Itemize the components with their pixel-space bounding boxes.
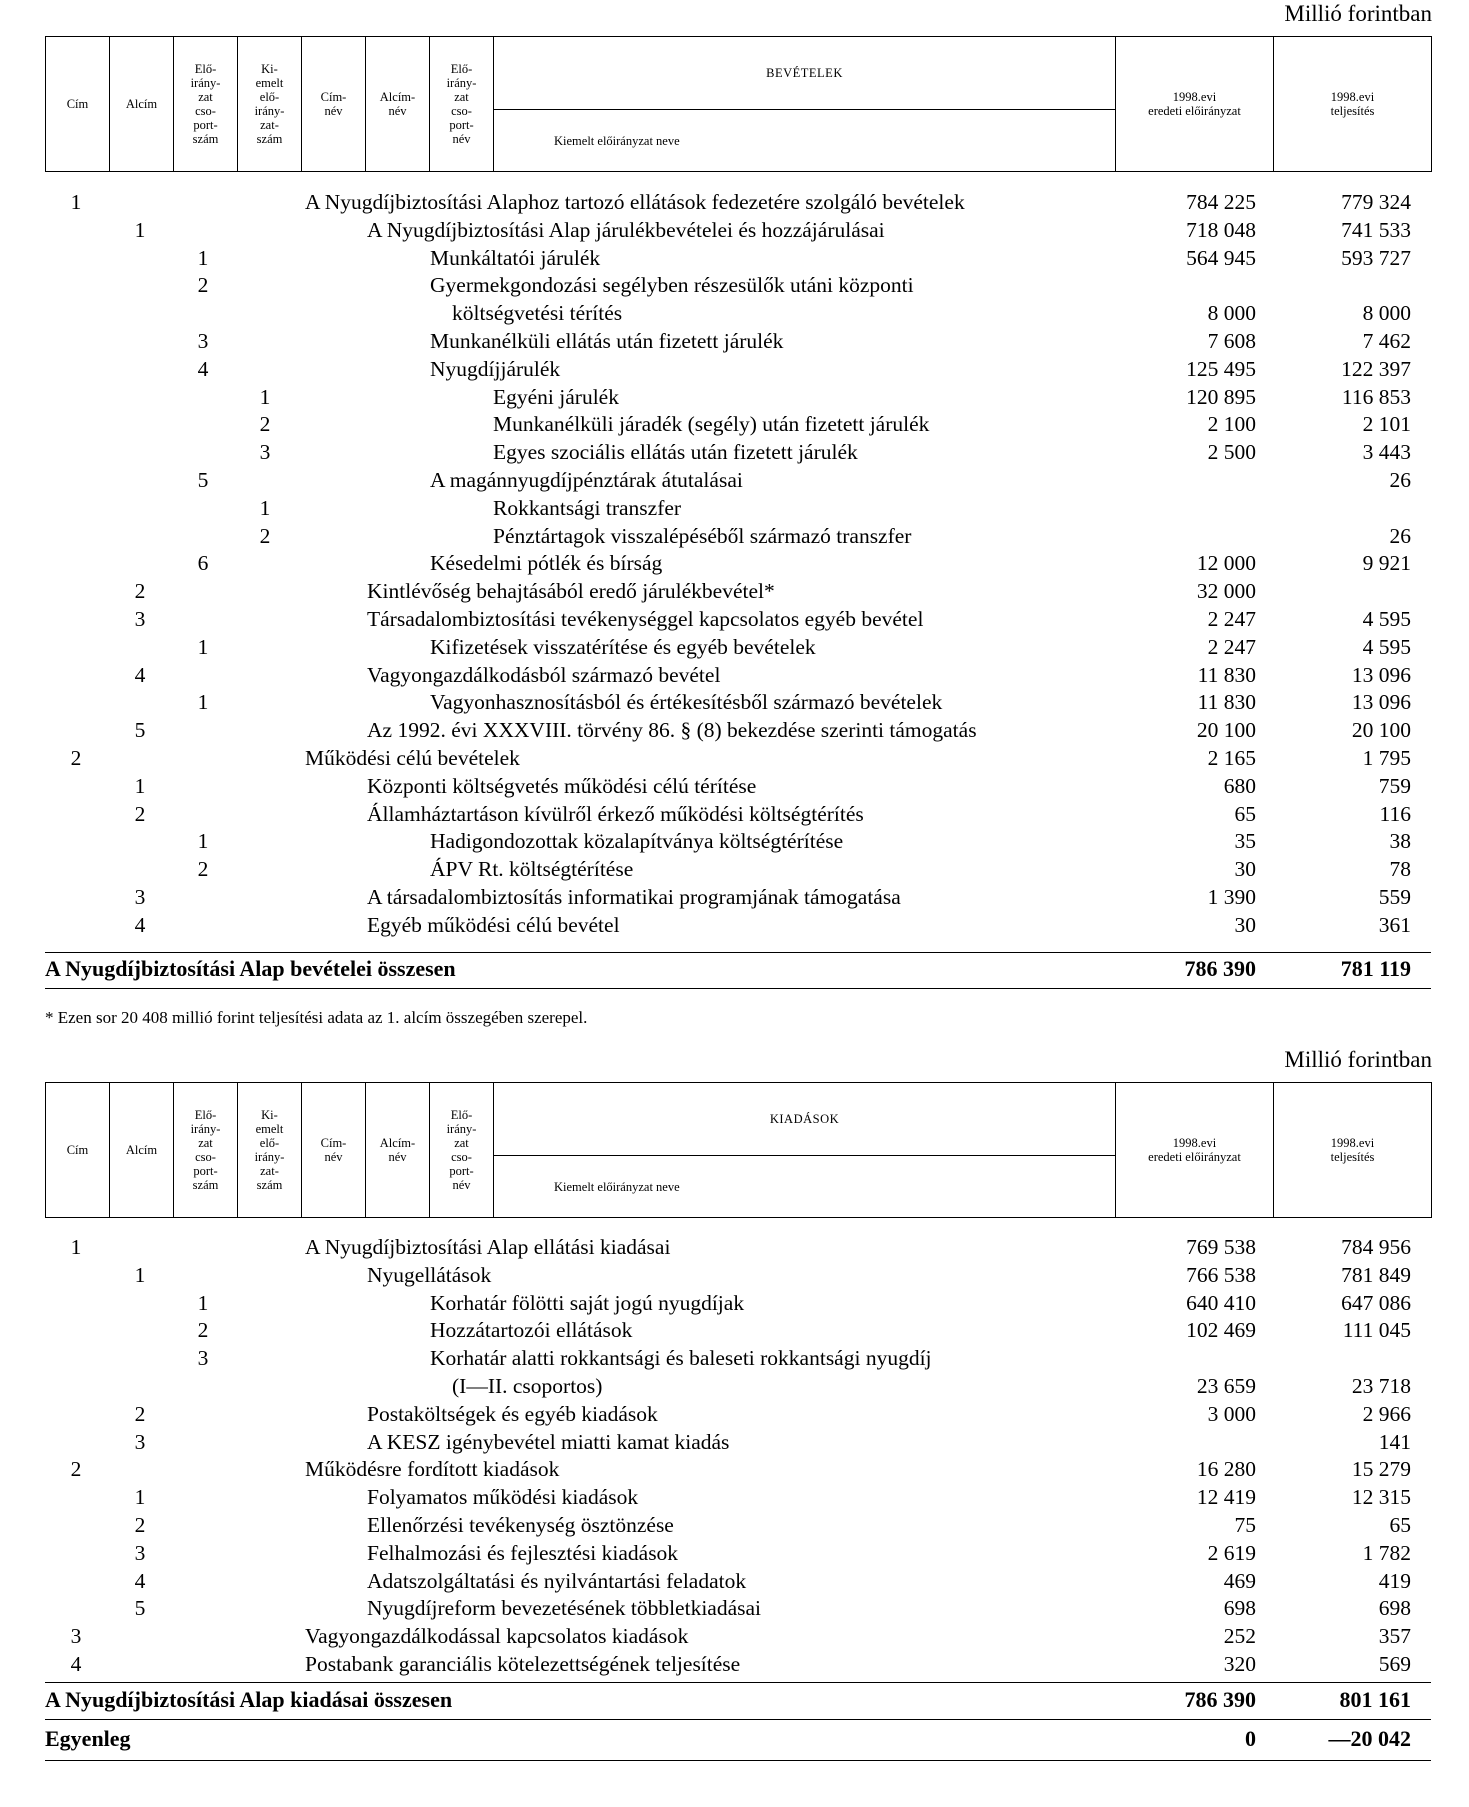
cell-original: 1 390 [1207, 884, 1256, 909]
cell-name: A társadalombiztosítás informatikai programjának támogatása [367, 884, 901, 909]
cell-alcim: 1 [134, 1485, 146, 1510]
cell-eloiranyzat-csoport: 1 [197, 245, 209, 270]
cell-name: Postaköltségek és egyéb kiadások [367, 1401, 658, 1426]
cell-name: Kintlévőség behajtásából eredő járulékbevétel* [367, 579, 775, 604]
cell-eloiranyzat-csoport: 3 [197, 1346, 209, 1371]
cell-name: Postabank garanciális kötelezettségének teljesítése [305, 1651, 741, 1676]
cell-name: Korhatár fölötti saját jogú nyugdíjak [430, 1290, 745, 1315]
cell-actual: 65 [1389, 1512, 1411, 1537]
cell-name: Egyes szociális ellátás után fizetett járulék [493, 440, 858, 465]
table-row [45, 439, 1431, 467]
cell-original: 65 [1234, 801, 1256, 826]
cell-kiemelt-eloiranyzat: 1 [259, 384, 271, 409]
cell-actual: 141 [1378, 1429, 1411, 1454]
cell-original: 12 419 [1196, 1485, 1256, 1510]
table-row [45, 1595, 1431, 1623]
balance-bottom-rule [45, 1760, 1431, 1761]
cell-cim: 4 [70, 1651, 82, 1676]
revenue-section-title: BEVÉTELEK [494, 37, 1116, 110]
cell-alcim: 5 [134, 718, 146, 743]
header-cim-nev: Cím- név [302, 37, 366, 172]
table-row [45, 1401, 1431, 1429]
cell-eloiranyzat-csoport: 1 [197, 634, 209, 659]
header-cim-nev: Cím- név [302, 1083, 366, 1218]
table-row [45, 495, 1431, 523]
table-row [45, 745, 1431, 773]
header-kiemelt-eloiranyzat-neve: Kiemelt előirányzat neve [494, 1156, 1116, 1218]
cell-actual: 559 [1378, 884, 1411, 909]
cell-original: 120 895 [1186, 384, 1256, 409]
cell-original: 11 830 [1197, 662, 1256, 687]
cell-original: 718 048 [1186, 217, 1256, 242]
balance-row [45, 1725, 1431, 1753]
cell-alcim: 2 [134, 579, 146, 604]
cell-eloiranyzat-csoport: 1 [197, 829, 209, 854]
revenue-rows [45, 189, 1431, 940]
table-row [45, 356, 1431, 384]
cell-original: 469 [1223, 1568, 1256, 1593]
cell-actual: 20 100 [1351, 718, 1411, 743]
cell-actual: 4 595 [1362, 634, 1411, 659]
table-row [45, 773, 1431, 801]
cell-eloiranyzat-csoport: 1 [197, 1290, 209, 1315]
revenue-footnote: * Ezen sor 20 408 millió forint teljesítési adata az 1. alcím összegében szerepel. [45, 1008, 588, 1027]
cell-original: 2 247 [1207, 606, 1256, 631]
cell-eloiranyzat-csoport: 2 [197, 1318, 209, 1343]
cell-name: Gyermekgondozási segélyben részesülők utáni központi [430, 273, 914, 298]
header-alcim: Alcím [110, 37, 174, 172]
cell-original: 11 830 [1197, 690, 1256, 715]
cell-name: A Nyugdíjbiztosítási Alap ellátási kiadásai [305, 1235, 671, 1259]
unit-label: Millió forintban [1284, 1, 1432, 26]
cell-name: A Nyugdíjbiztosítási Alap járulékbevételei és hozzájárulásai [367, 217, 885, 242]
table-row [45, 1456, 1431, 1484]
expense-section-title: KIADÁSOK [494, 1083, 1116, 1156]
header-col-original: 1998.evi eredeti előirányzat [1116, 37, 1274, 172]
cell-alcim: 2 [134, 1401, 146, 1426]
table-row [45, 1290, 1431, 1318]
table-row [45, 912, 1431, 940]
table-row [45, 328, 1431, 356]
cell-original: 125 495 [1186, 356, 1256, 381]
table-row [45, 884, 1431, 912]
cell-eloiranyzat-csoport: 2 [197, 857, 209, 882]
header-kiemelt-eloiranyzat-szam: Ki- emelt elő- irány- zat- szám [238, 1083, 302, 1218]
cell-eloiranyzat-csoport: 5 [197, 467, 209, 492]
cell-name: Működésre fordított kiadások [305, 1457, 560, 1482]
cell-name: ÁPV Rt. költségtérítése [430, 857, 634, 882]
cell-name: Vagyongazdálkodásból származó bevétel [367, 662, 721, 687]
cell-name: Munkanélküli járadék (segély) után fizetett járulék [493, 412, 930, 437]
cell-original: 75 [1234, 1512, 1256, 1537]
header-eloiranyzat-csoport-szam: Elő- irány- zat cso- port- szám [174, 1083, 238, 1218]
header-alcim: Alcím [110, 1083, 174, 1218]
cell-actual: 361 [1378, 912, 1411, 937]
table-row [45, 1512, 1431, 1540]
table-row [45, 550, 1431, 578]
cell-original: 769 538 [1186, 1235, 1256, 1259]
cell-name: Munkanélküli ellátás után fizetett járulék [430, 328, 784, 353]
cell-original: 30 [1234, 912, 1256, 937]
cell-actual: 2 966 [1362, 1401, 1411, 1426]
cell-original: 16 280 [1196, 1457, 1256, 1482]
header-alcim-nev: Alcím- név [366, 37, 430, 172]
cell-actual: 9 921 [1362, 551, 1411, 576]
table-row [45, 689, 1431, 717]
cell-original: 2 619 [1207, 1540, 1256, 1565]
header-cim: Cím [46, 37, 110, 172]
cell-alcim: 4 [134, 1568, 146, 1593]
cell-actual: 38 [1389, 829, 1411, 854]
cell-actual: 1 795 [1362, 745, 1411, 770]
cell-name: Hozzátartozói ellátások [430, 1318, 633, 1343]
cell-eloiranyzat-csoport: 3 [197, 328, 209, 353]
cell-actual: 784 956 [1341, 1235, 1411, 1259]
cell-actual: 26 [1389, 523, 1411, 548]
revenue-total-actual: 781 119 [1340, 956, 1411, 981]
cell-alcim: 1 [134, 1262, 146, 1287]
table-row [45, 801, 1431, 829]
cell-original: 102 469 [1186, 1318, 1256, 1343]
cell-alcim: 1 [134, 217, 146, 242]
cell-name: Társadalombiztosítási tevékenységgel kapcsolatos egyéb bevétel [367, 606, 924, 631]
cell-actual: 116 853 [1341, 384, 1411, 409]
cell-actual: 8 000 [1362, 301, 1411, 326]
cell-original: 35 [1234, 829, 1256, 854]
cell-name: A magánnyugdíjpénztárak átutalásai [430, 467, 743, 492]
cell-alcim: 1 [134, 773, 146, 798]
cell-name: Adatszolgáltatási és nyilvántartási feladatok [367, 1568, 747, 1593]
revenue-total-original: 786 390 [1184, 956, 1256, 981]
cell-actual: 419 [1378, 1568, 1411, 1593]
revenue-total-bottom-rule [45, 988, 1431, 989]
table-row [45, 1345, 1431, 1373]
cell-original: 564 945 [1186, 245, 1256, 270]
cell-alcim: 4 [134, 912, 146, 937]
cell-original: 7 608 [1207, 328, 1256, 353]
header-col-original: 1998.evi eredeti előirányzat [1116, 1083, 1274, 1218]
cell-name: Nyugellátások [367, 1262, 492, 1287]
cell-name: Egyéni járulék [493, 384, 619, 409]
table-row [45, 578, 1431, 606]
cell-actual: 779 324 [1341, 190, 1411, 214]
cell-name: Nyugdíjjárulék [430, 356, 561, 381]
table-row [45, 1540, 1431, 1568]
cell-actual: 4 595 [1362, 606, 1411, 631]
expense-total-row [45, 1686, 1431, 1714]
balance-original: 0 [1245, 1726, 1256, 1751]
cell-kiemelt-eloiranyzat: 3 [259, 440, 271, 465]
cell-original: 2 500 [1207, 440, 1256, 465]
header-kiemelt-eloiranyzat-neve: Kiemelt előirányzat neve [494, 110, 1116, 172]
header-cim: Cím [46, 1083, 110, 1218]
cell-kiemelt-eloiranyzat: 2 [259, 523, 271, 548]
revenue-total-label: A Nyugdíjbiztosítási Alap bevételei összesen [45, 956, 456, 981]
cell-original: 766 538 [1186, 1262, 1256, 1287]
table-row [45, 856, 1431, 884]
cell-name: (I—II. csoportos) [452, 1373, 603, 1398]
cell-actual: 7 462 [1362, 328, 1411, 353]
cell-name: Az 1992. évi XXXVIII. törvény 86. § (8) bekezdése szerinti támogatás [367, 718, 977, 743]
cell-name: Működési célú bevételek [305, 745, 520, 770]
cell-actual: 116 [1379, 801, 1411, 826]
cell-original: 698 [1223, 1596, 1256, 1621]
expense-total-top-rule [45, 1682, 1431, 1683]
cell-original: 2 247 [1207, 634, 1256, 659]
table-row [45, 1373, 1431, 1401]
cell-original: 2 100 [1207, 412, 1256, 437]
cell-actual: 593 727 [1341, 245, 1411, 270]
expense-total-label: A Nyugdíjbiztosítási Alap kiadásai összesen [45, 1687, 453, 1712]
cell-alcim: 5 [134, 1596, 146, 1621]
cell-actual: 13 096 [1351, 662, 1411, 687]
header-col-actual: 1998.evi teljesítés [1274, 37, 1432, 172]
balance-actual: —20 042 [1328, 1726, 1411, 1751]
cell-actual: 3 443 [1362, 440, 1411, 465]
cell-cim: 3 [70, 1624, 82, 1649]
cell-name: Hadigondozottak közalapítványa költségtérítése [430, 829, 844, 854]
table-row [45, 384, 1431, 412]
cell-alcim: 3 [134, 1429, 146, 1454]
table-row [45, 1429, 1431, 1457]
table-row [45, 1484, 1431, 1512]
header-eloiranyzat-csoport-nev: Elő- irány- zat cso- port- név [430, 37, 494, 172]
unit-label-expense: Millió forintban [1284, 1047, 1432, 1072]
cell-actual: 759 [1378, 773, 1411, 798]
expense-header-table [45, 1082, 1432, 1218]
header-eloiranyzat-csoport-nev: Elő- irány- zat cso- port- név [430, 1083, 494, 1218]
table-row [45, 300, 1431, 328]
cell-original: 640 410 [1186, 1290, 1256, 1315]
cell-alcim: 3 [134, 606, 146, 631]
header-alcim-nev: Alcím- név [366, 1083, 430, 1218]
cell-actual: 647 086 [1341, 1290, 1411, 1315]
cell-name: Központi költségvetés működési célú térítése [367, 773, 757, 798]
cell-actual: 122 397 [1341, 356, 1411, 381]
cell-alcim: 3 [134, 884, 146, 909]
cell-original: 680 [1223, 773, 1256, 798]
revenue-header-table [45, 36, 1432, 172]
cell-name: A Nyugdíjbiztosítási Alaphoz tartozó ellátások fedezetére szolgáló bevételek [305, 190, 965, 214]
expense-rows [45, 1234, 1431, 1679]
cell-name: Egyéb működési célú bevétel [367, 912, 620, 937]
cell-original: 2 165 [1207, 745, 1256, 770]
table-row [45, 662, 1431, 690]
table-row [45, 717, 1431, 745]
table-row [45, 189, 1431, 217]
cell-cim: 1 [70, 190, 82, 214]
cell-cim: 2 [70, 745, 82, 770]
cell-name: Pénztártagok visszalépéséből származó transzfer [493, 523, 912, 548]
balance-label: Egyenleg [45, 1726, 131, 1751]
table-row [45, 245, 1431, 273]
cell-name: Folyamatos működési kiadások [367, 1485, 639, 1510]
table-row [45, 634, 1431, 662]
revenue-total-top-rule [45, 952, 1431, 953]
cell-actual: 15 279 [1351, 1457, 1411, 1482]
table-row [45, 1234, 1431, 1262]
cell-alcim: 2 [134, 801, 146, 826]
cell-kiemelt-eloiranyzat: 1 [259, 495, 271, 520]
table-row [45, 1317, 1431, 1345]
cell-eloiranyzat-csoport: 4 [197, 356, 209, 381]
header-kiemelt-eloiranyzat-szam: Ki- emelt elő- irány- zat- szám [238, 37, 302, 172]
cell-original: 20 100 [1196, 718, 1256, 743]
table-row [45, 217, 1431, 245]
table-row [45, 272, 1431, 300]
cell-actual: 23 718 [1351, 1373, 1411, 1398]
cell-original: 8 000 [1207, 301, 1256, 326]
cell-name: Vagyonhasznosításból és értékesítésből származó bevételek [430, 690, 943, 715]
expense-total-actual: 801 161 [1339, 1687, 1411, 1712]
cell-actual: 111 045 [1342, 1318, 1411, 1343]
cell-alcim: 4 [134, 662, 146, 687]
cell-name: Felhalmozási és fejlesztési kiadások [367, 1540, 679, 1565]
cell-actual: 741 533 [1341, 217, 1411, 242]
cell-actual: 12 315 [1351, 1485, 1411, 1510]
table-row [45, 467, 1431, 495]
cell-actual: 698 [1378, 1596, 1411, 1621]
cell-actual: 569 [1378, 1651, 1411, 1676]
cell-original: 320 [1223, 1651, 1256, 1676]
cell-name: Korhatár alatti rokkantsági és baleseti rokkantsági nyugdíj [430, 1346, 932, 1371]
cell-name: Kifizetések visszatérítése és egyéb bevételek [430, 634, 816, 659]
cell-name: Államháztartáson kívülről érkező működési költségtérítés [367, 801, 864, 826]
table-row [45, 1262, 1431, 1290]
cell-name: Ellenőrzési tevékenység ösztönzése [367, 1512, 674, 1537]
expense-total-original: 786 390 [1184, 1687, 1256, 1712]
cell-kiemelt-eloiranyzat: 2 [259, 412, 271, 437]
cell-alcim: 2 [134, 1512, 146, 1537]
cell-actual: 781 849 [1341, 1262, 1411, 1287]
cell-name: A KESZ igénybevétel miatti kamat kiadás [367, 1429, 730, 1454]
table-row [45, 1651, 1431, 1679]
table-row [45, 606, 1431, 634]
expense-total-bottom-rule [45, 1719, 1431, 1720]
cell-name: költségvetési térítés [452, 301, 623, 326]
cell-actual: 357 [1378, 1624, 1411, 1649]
cell-cim: 2 [70, 1457, 82, 1482]
cell-name: Vagyongazdálkodással kapcsolatos kiadások [305, 1624, 689, 1649]
cell-eloiranyzat-csoport: 1 [197, 690, 209, 715]
table-row [45, 1568, 1431, 1596]
cell-original: 3 000 [1207, 1401, 1256, 1426]
header-eloiranyzat-csoport-szam: Elő- irány- zat cso- port- szám [174, 37, 238, 172]
cell-original: 12 000 [1196, 551, 1256, 576]
cell-actual: 78 [1389, 857, 1411, 882]
cell-name: Rokkantsági transzfer [493, 495, 682, 520]
table-row [45, 828, 1431, 856]
cell-actual: 13 096 [1351, 690, 1411, 715]
cell-cim: 1 [70, 1235, 82, 1259]
revenue-total-row [45, 955, 1431, 983]
cell-original: 32 000 [1196, 579, 1256, 604]
cell-name: Késedelmi pótlék és bírság [430, 551, 663, 576]
cell-alcim: 3 [134, 1540, 146, 1565]
header-col-actual: 1998.evi teljesítés [1274, 1083, 1432, 1218]
cell-actual: 1 782 [1362, 1540, 1411, 1565]
cell-actual: 2 101 [1362, 412, 1411, 437]
cell-name: Nyugdíjreform bevezetésének többletkiadásai [367, 1596, 762, 1621]
cell-eloiranyzat-csoport: 2 [197, 273, 209, 298]
cell-actual: 26 [1389, 467, 1411, 492]
table-row [45, 1623, 1431, 1651]
table-row [45, 523, 1431, 551]
cell-original: 23 659 [1196, 1373, 1256, 1398]
table-row [45, 411, 1431, 439]
cell-original: 252 [1223, 1624, 1256, 1649]
cell-original: 784 225 [1186, 190, 1256, 214]
cell-eloiranyzat-csoport: 6 [197, 551, 209, 576]
cell-name: Munkáltatói járulék [430, 245, 601, 270]
cell-original: 30 [1234, 857, 1256, 882]
